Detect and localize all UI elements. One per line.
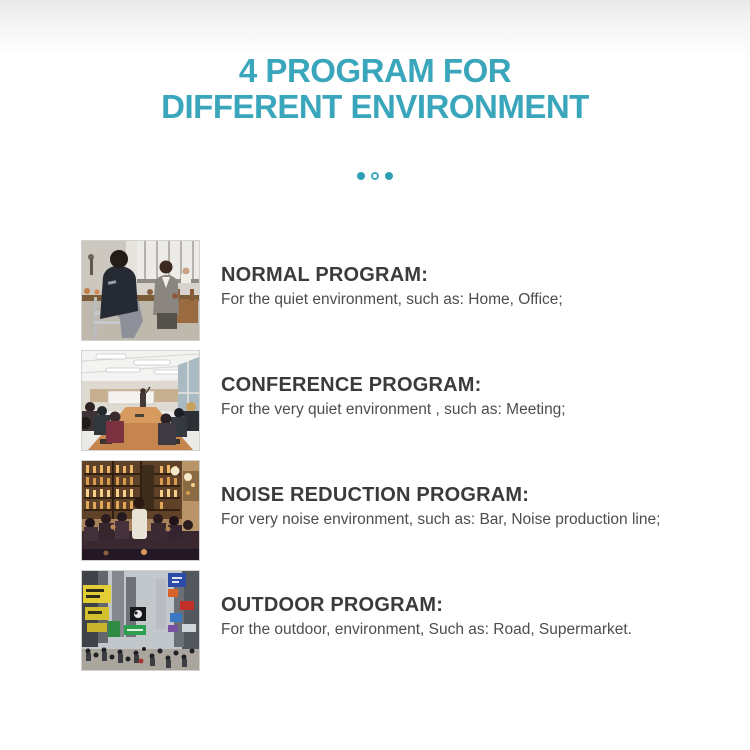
program-photo-conference (81, 350, 200, 451)
program-heading: OUTDOOR PROGRAM: (221, 594, 444, 616)
page-title (0, 53, 750, 125)
hero-section (0, 0, 750, 125)
program-heading: NORMAL PROGRAM: (221, 264, 429, 286)
program-description: For very noise environment, such as: Bar, Noise production line; (221, 511, 661, 528)
carousel-dots (0, 172, 750, 180)
carousel-dot[interactable] (357, 172, 365, 180)
program-text-conference (221, 373, 566, 428)
title-line-1: 4 PROGRAM FOR (238, 52, 512, 89)
program-text-noise-reduction (221, 483, 660, 538)
program-row-conference (81, 350, 750, 451)
program-heading: NOISE REDUCTION PROGRAM: (221, 484, 530, 506)
program-photo-noise-reduction (81, 460, 200, 561)
bar-scene-illustration (82, 461, 199, 560)
program-description: For the quiet environment, such as: Home, Office; (221, 291, 563, 308)
program-photo-normal (81, 240, 200, 341)
program-row-noise-reduction (81, 460, 750, 561)
program-heading: CONFERENCE PROGRAM: (221, 374, 482, 396)
program-row-outdoor (81, 570, 750, 671)
program-list (81, 240, 750, 671)
carousel-dot[interactable] (371, 172, 379, 180)
title-line-2: DIFFERENT ENVIRONMENT (161, 88, 589, 125)
conference-room-illustration (82, 351, 199, 450)
carousel-dot[interactable] (385, 172, 393, 180)
program-text-normal (221, 263, 563, 318)
program-description: For the outdoor, environment, Such as: Road, Supermarket. (221, 621, 632, 638)
program-row-normal (81, 240, 750, 341)
office-scene-illustration (82, 241, 199, 340)
program-photo-outdoor (81, 570, 200, 671)
program-text-outdoor (221, 593, 632, 648)
city-street-illustration (82, 571, 199, 670)
program-description: For the very quiet environment , such as: Meeting; (221, 401, 566, 418)
